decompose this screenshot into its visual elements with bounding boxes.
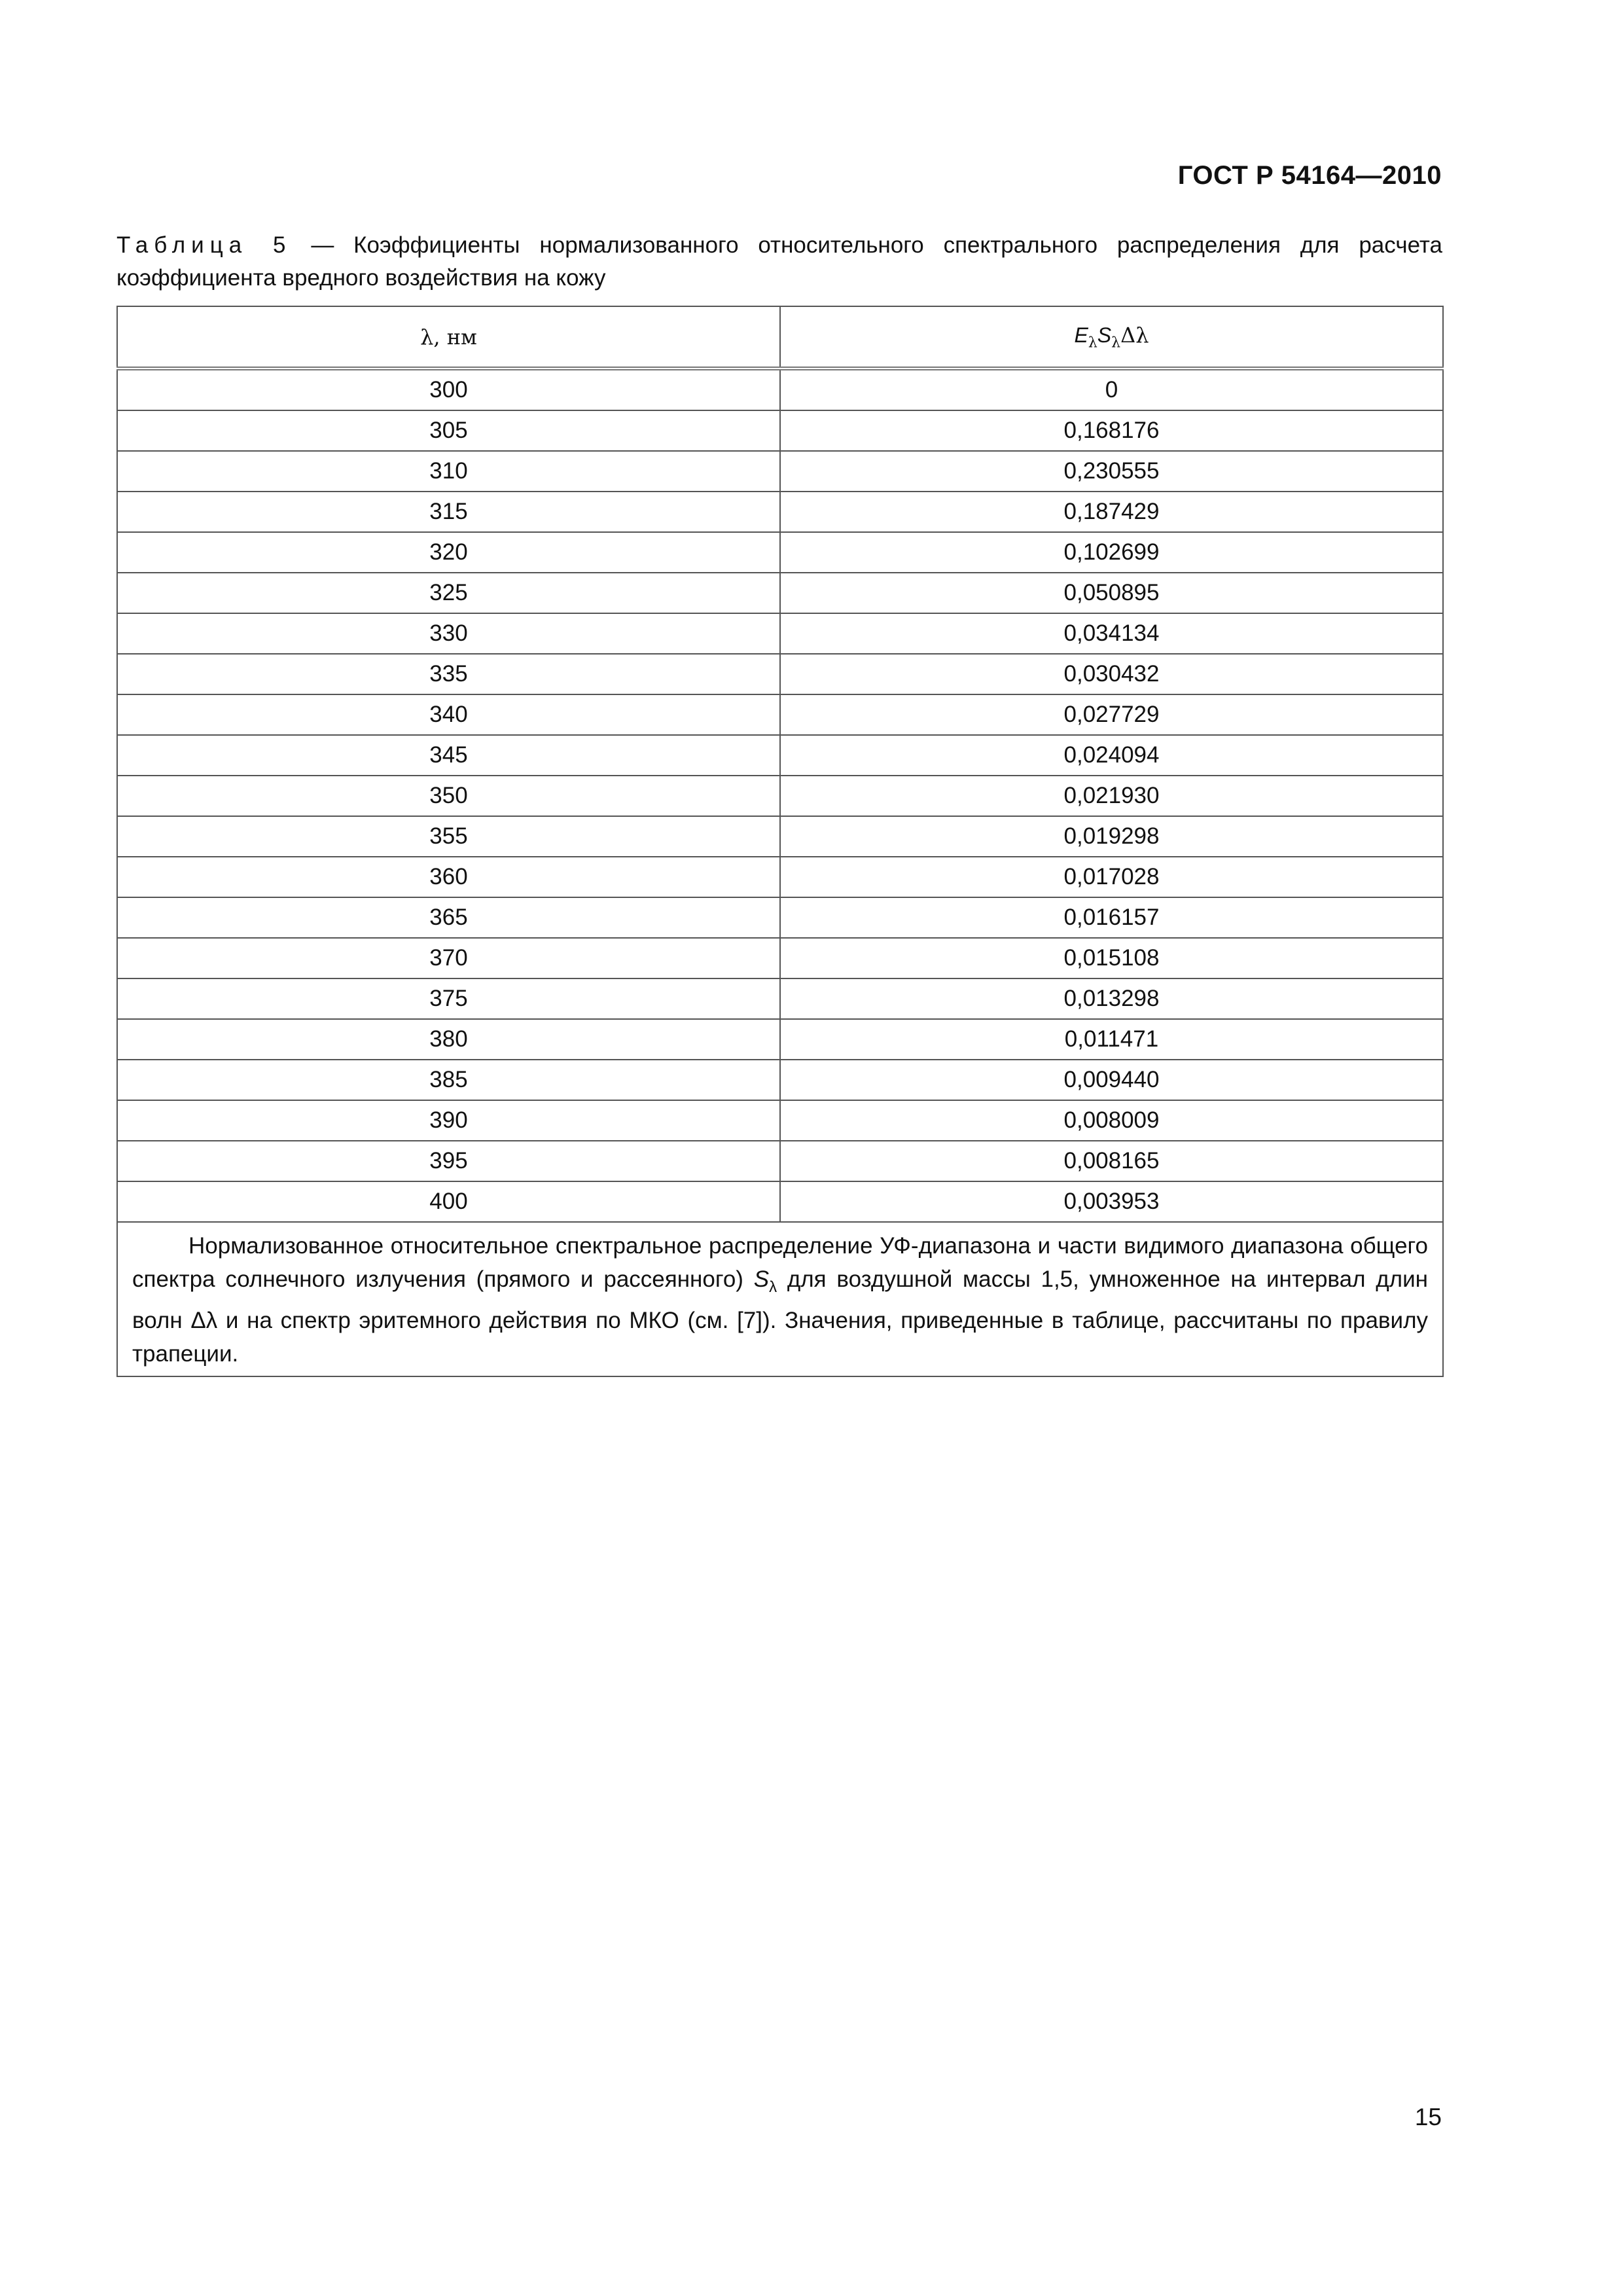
- coefficient-cell: 0,019298: [780, 816, 1443, 857]
- wavelength-cell: 385: [117, 1060, 780, 1100]
- coefficient-cell: 0,016157: [780, 897, 1443, 938]
- wavelength-column-header: λ, нм: [117, 306, 780, 368]
- table-row: [117, 1100, 1443, 1141]
- wavelength-cell: 350: [117, 776, 780, 816]
- wavelength-cell: 370: [117, 938, 780, 978]
- table-body: [117, 368, 1443, 1222]
- coefficient-cell: 0,008009: [780, 1100, 1443, 1141]
- table-row: [117, 492, 1443, 532]
- coefficient-cell: 0,024094: [780, 735, 1443, 776]
- table-row: [117, 532, 1443, 573]
- table-row: [117, 938, 1443, 978]
- coefficient-cell: 0,030432: [780, 654, 1443, 694]
- table-row: [117, 368, 1443, 410]
- wavelength-cell: 375: [117, 978, 780, 1019]
- table-note: Нормализованное относительное спектральное распределение УФ-диапазона и части видимого диапазона общего спектра солнечного излучения (прямого и рассеянного) $S_\lambda$ для воздушной массы 1,5, умноженное на интервал длин волн Δλ и на спектр эритемного действия по МКО (см. [7]). Значения, приведенные в таблице, рассчитаны по правилу трапеции.: [117, 1222, 1443, 1376]
- coefficient-column-header: $E_\lambda S_\lambda\Delta\lambda$: [780, 306, 1443, 368]
- table-row: [117, 1060, 1443, 1100]
- wavelength-cell: 365: [117, 897, 780, 938]
- wavelength-cell: 305: [117, 410, 780, 451]
- page-number: 15: [1414, 2104, 1442, 2130]
- table-row: [117, 410, 1443, 451]
- wavelength-cell: 340: [117, 694, 780, 735]
- wavelength-cell: 330: [117, 613, 780, 654]
- coefficient-cell: 0,008165: [780, 1141, 1443, 1181]
- wavelength-cell: 395: [117, 1141, 780, 1181]
- coefficient-cell: 0,009440: [780, 1060, 1443, 1100]
- table-row: [117, 654, 1443, 694]
- table-row: [117, 897, 1443, 938]
- wavelength-cell: 320: [117, 532, 780, 573]
- table-caption: [116, 229, 1442, 295]
- coefficient-cell: 0,230555: [780, 451, 1443, 492]
- wavelength-cell: 355: [117, 816, 780, 857]
- wavelength-cell: 300: [117, 368, 780, 410]
- wavelength-cell: 380: [117, 1019, 780, 1060]
- coefficient-cell: 0,013298: [780, 978, 1443, 1019]
- coefficient-cell: 0,021930: [780, 776, 1443, 816]
- table-row: [117, 857, 1443, 897]
- coefficient-cell: 0,015108: [780, 938, 1443, 978]
- table-header-row: [117, 306, 1443, 368]
- table-row: [117, 451, 1443, 492]
- coefficient-cell: 0,168176: [780, 410, 1443, 451]
- coefficient-cell: 0,102699: [780, 532, 1443, 573]
- coefficient-cell: 0,187429: [780, 492, 1443, 532]
- table-row: [117, 776, 1443, 816]
- table-row: [117, 573, 1443, 613]
- wavelength-cell: 360: [117, 857, 780, 897]
- table-row: [117, 1019, 1443, 1060]
- table-row: [117, 1181, 1443, 1222]
- coefficient-cell: 0,003953: [780, 1181, 1443, 1222]
- table-row: [117, 816, 1443, 857]
- table-row: [117, 1141, 1443, 1181]
- coefficient-cell: 0,017028: [780, 857, 1443, 897]
- table-caption-label: Таблица 5: [116, 232, 292, 258]
- standard-designation: ГОСТ Р 54164—2010: [1177, 161, 1442, 190]
- wavelength-cell: 345: [117, 735, 780, 776]
- coefficient-cell: 0,027729: [780, 694, 1443, 735]
- wavelength-cell: 390: [117, 1100, 780, 1141]
- table-row: [117, 613, 1443, 654]
- coefficient-cell: 0: [780, 368, 1443, 410]
- wavelength-cell: 335: [117, 654, 780, 694]
- coefficient-cell: 0,050895: [780, 573, 1443, 613]
- wavelength-cell: 310: [117, 451, 780, 492]
- coefficient-cell: 0,011471: [780, 1019, 1443, 1060]
- table-row: [117, 735, 1443, 776]
- table-caption-title: Коэффициенты нормализованного относительного спектрального распределения для расчета коэффициента вредного воздействия на кожу: [116, 232, 1442, 291]
- table-caption-dash: —: [291, 232, 354, 258]
- wavelength-cell: 325: [117, 573, 780, 613]
- table-note-row: [117, 1222, 1443, 1376]
- wavelength-cell: 400: [117, 1181, 780, 1222]
- coefficients-table: [116, 306, 1444, 1377]
- table-row: [117, 694, 1443, 735]
- coefficient-cell: 0,034134: [780, 613, 1443, 654]
- wavelength-cell: 315: [117, 492, 780, 532]
- table-row: [117, 978, 1443, 1019]
